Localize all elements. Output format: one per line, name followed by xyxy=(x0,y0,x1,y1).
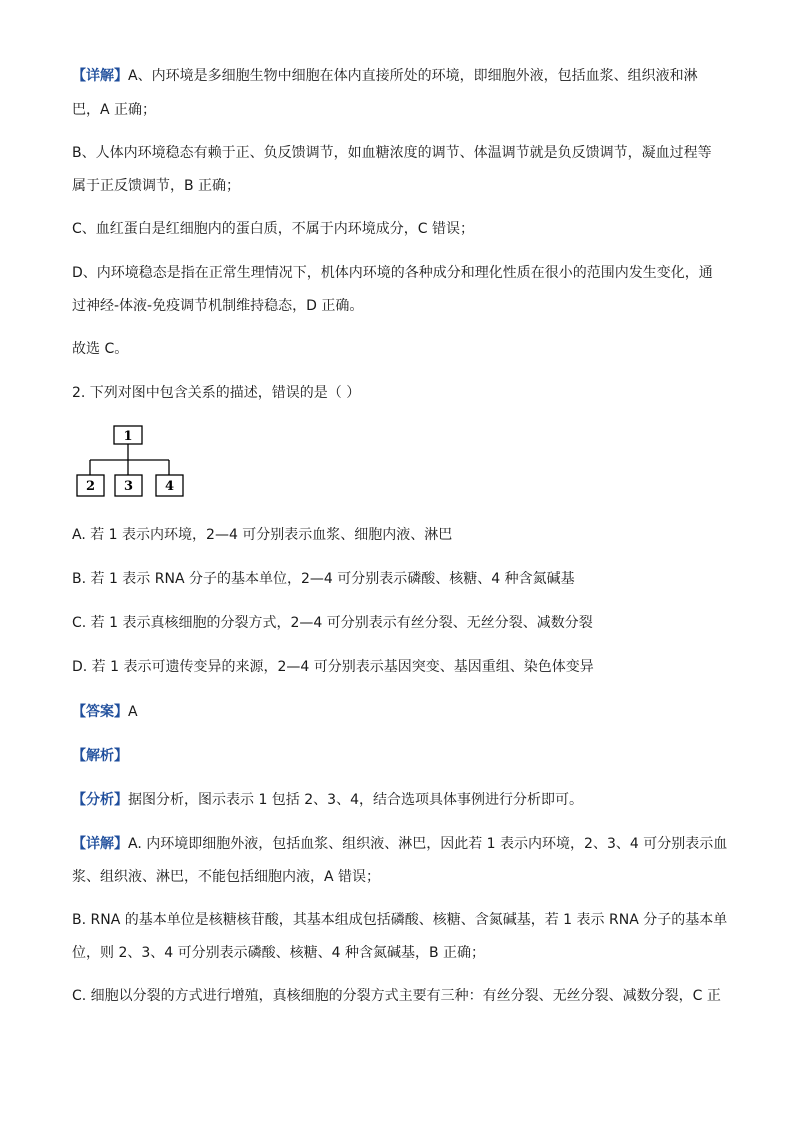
detail2-line-a2: 浆、组织液、淋巴，不能包括细胞内液，A 错误； xyxy=(72,869,381,885)
diagram-label-2: 2 xyxy=(85,479,96,494)
fenxi-line xyxy=(72,790,583,810)
fenxi-text: 据图分析，图示表示 1 包括 2、3、4，结合选项具体事例进行分析即可。 xyxy=(128,792,583,808)
detail-tag: 【详解】 xyxy=(72,68,128,84)
diagram-label-4: 4 xyxy=(164,479,175,494)
conclusion: 故选 C。 xyxy=(72,341,129,357)
option-c: C. 若 1 表示真核细胞的分裂方式，2—4 可分别表示有丝分裂、无丝分裂、减数分裂 xyxy=(72,615,593,631)
detail-line-d1: D、内环境稳态是指在正常生理情况下，机体内环境的各种成分和理化性质在很小的范围内发生变化，通 xyxy=(72,265,713,281)
detail-line-2: 巴，A 正确； xyxy=(72,102,157,118)
hierarchy-diagram xyxy=(72,422,192,502)
option-b: B. 若 1 表示 RNA 分子的基本单位，2—4 可分别表示磷酸、核糖、4 种含氮碱基 xyxy=(72,571,575,587)
analysis-tag: 【解析】 xyxy=(72,748,128,764)
detail-line-d2: 过神经-体液-免疫调节机制维持稳态，D 正确。 xyxy=(72,298,364,314)
diagram-label-top: 1 xyxy=(123,429,133,444)
detail2-text-a1: A. 内环境即细胞外液，包括血浆、组织液、淋巴，因此若 1 表示内环境，2、3、4 可分别表示血 xyxy=(128,836,728,852)
detail-text-a1: A、内环境是多细胞生物中细胞在体内直接所处的环境，即细胞外液，包括血浆、组织液和淋 xyxy=(128,68,698,84)
answer-value: A xyxy=(128,704,138,720)
answer-line xyxy=(72,702,138,722)
option-d: D. 若 1 表示可遗传变异的来源，2—4 可分别表示基因突变、基因重组、染色体变异 xyxy=(72,659,594,675)
detail-line-b2: 属于正反馈调节，B 正确； xyxy=(72,178,241,194)
detail-line-1 xyxy=(72,66,698,86)
answer-tag: 【答案】 xyxy=(72,704,128,720)
fenxi-tag: 【分析】 xyxy=(72,792,128,808)
detail2-line-c1: C. 细胞以分裂的方式进行增殖，真核细胞的分裂方式主要有三种：有丝分裂、无丝分裂、减数分裂，C 正 xyxy=(72,988,721,1004)
detail2-line-b2: 位，则 2、3、4 可分别表示磷酸、核糖、4 种含氮碱基，B 正确； xyxy=(72,945,486,961)
detail2-line-b1: B. RNA 的基本单位是核糖核苷酸，其基本组成包括磷酸、核糖、含氮碱基，若 1 表示 RNA 分子的基本单 xyxy=(72,912,728,928)
detail-line-b1: B、人体内环境稳态有赖于正、负反馈调节，如血糖浓度的调节、体温调节就是负反馈调节，凝血过程等 xyxy=(72,145,712,161)
diagram-label-3: 3 xyxy=(123,479,134,494)
detail-line-c: C、血红蛋白是红细胞内的蛋白质，不属于内环境成分，C 错误； xyxy=(72,221,474,237)
detail2-line-a1 xyxy=(72,834,727,854)
detail2-tag: 【详解】 xyxy=(72,836,128,852)
question-stem: 2. 下列对图中包含关系的描述，错误的是（ ） xyxy=(72,385,361,401)
option-a: A. 若 1 表示内环境，2—4 可分别表示血浆、细胞内液、淋巴 xyxy=(72,527,453,543)
